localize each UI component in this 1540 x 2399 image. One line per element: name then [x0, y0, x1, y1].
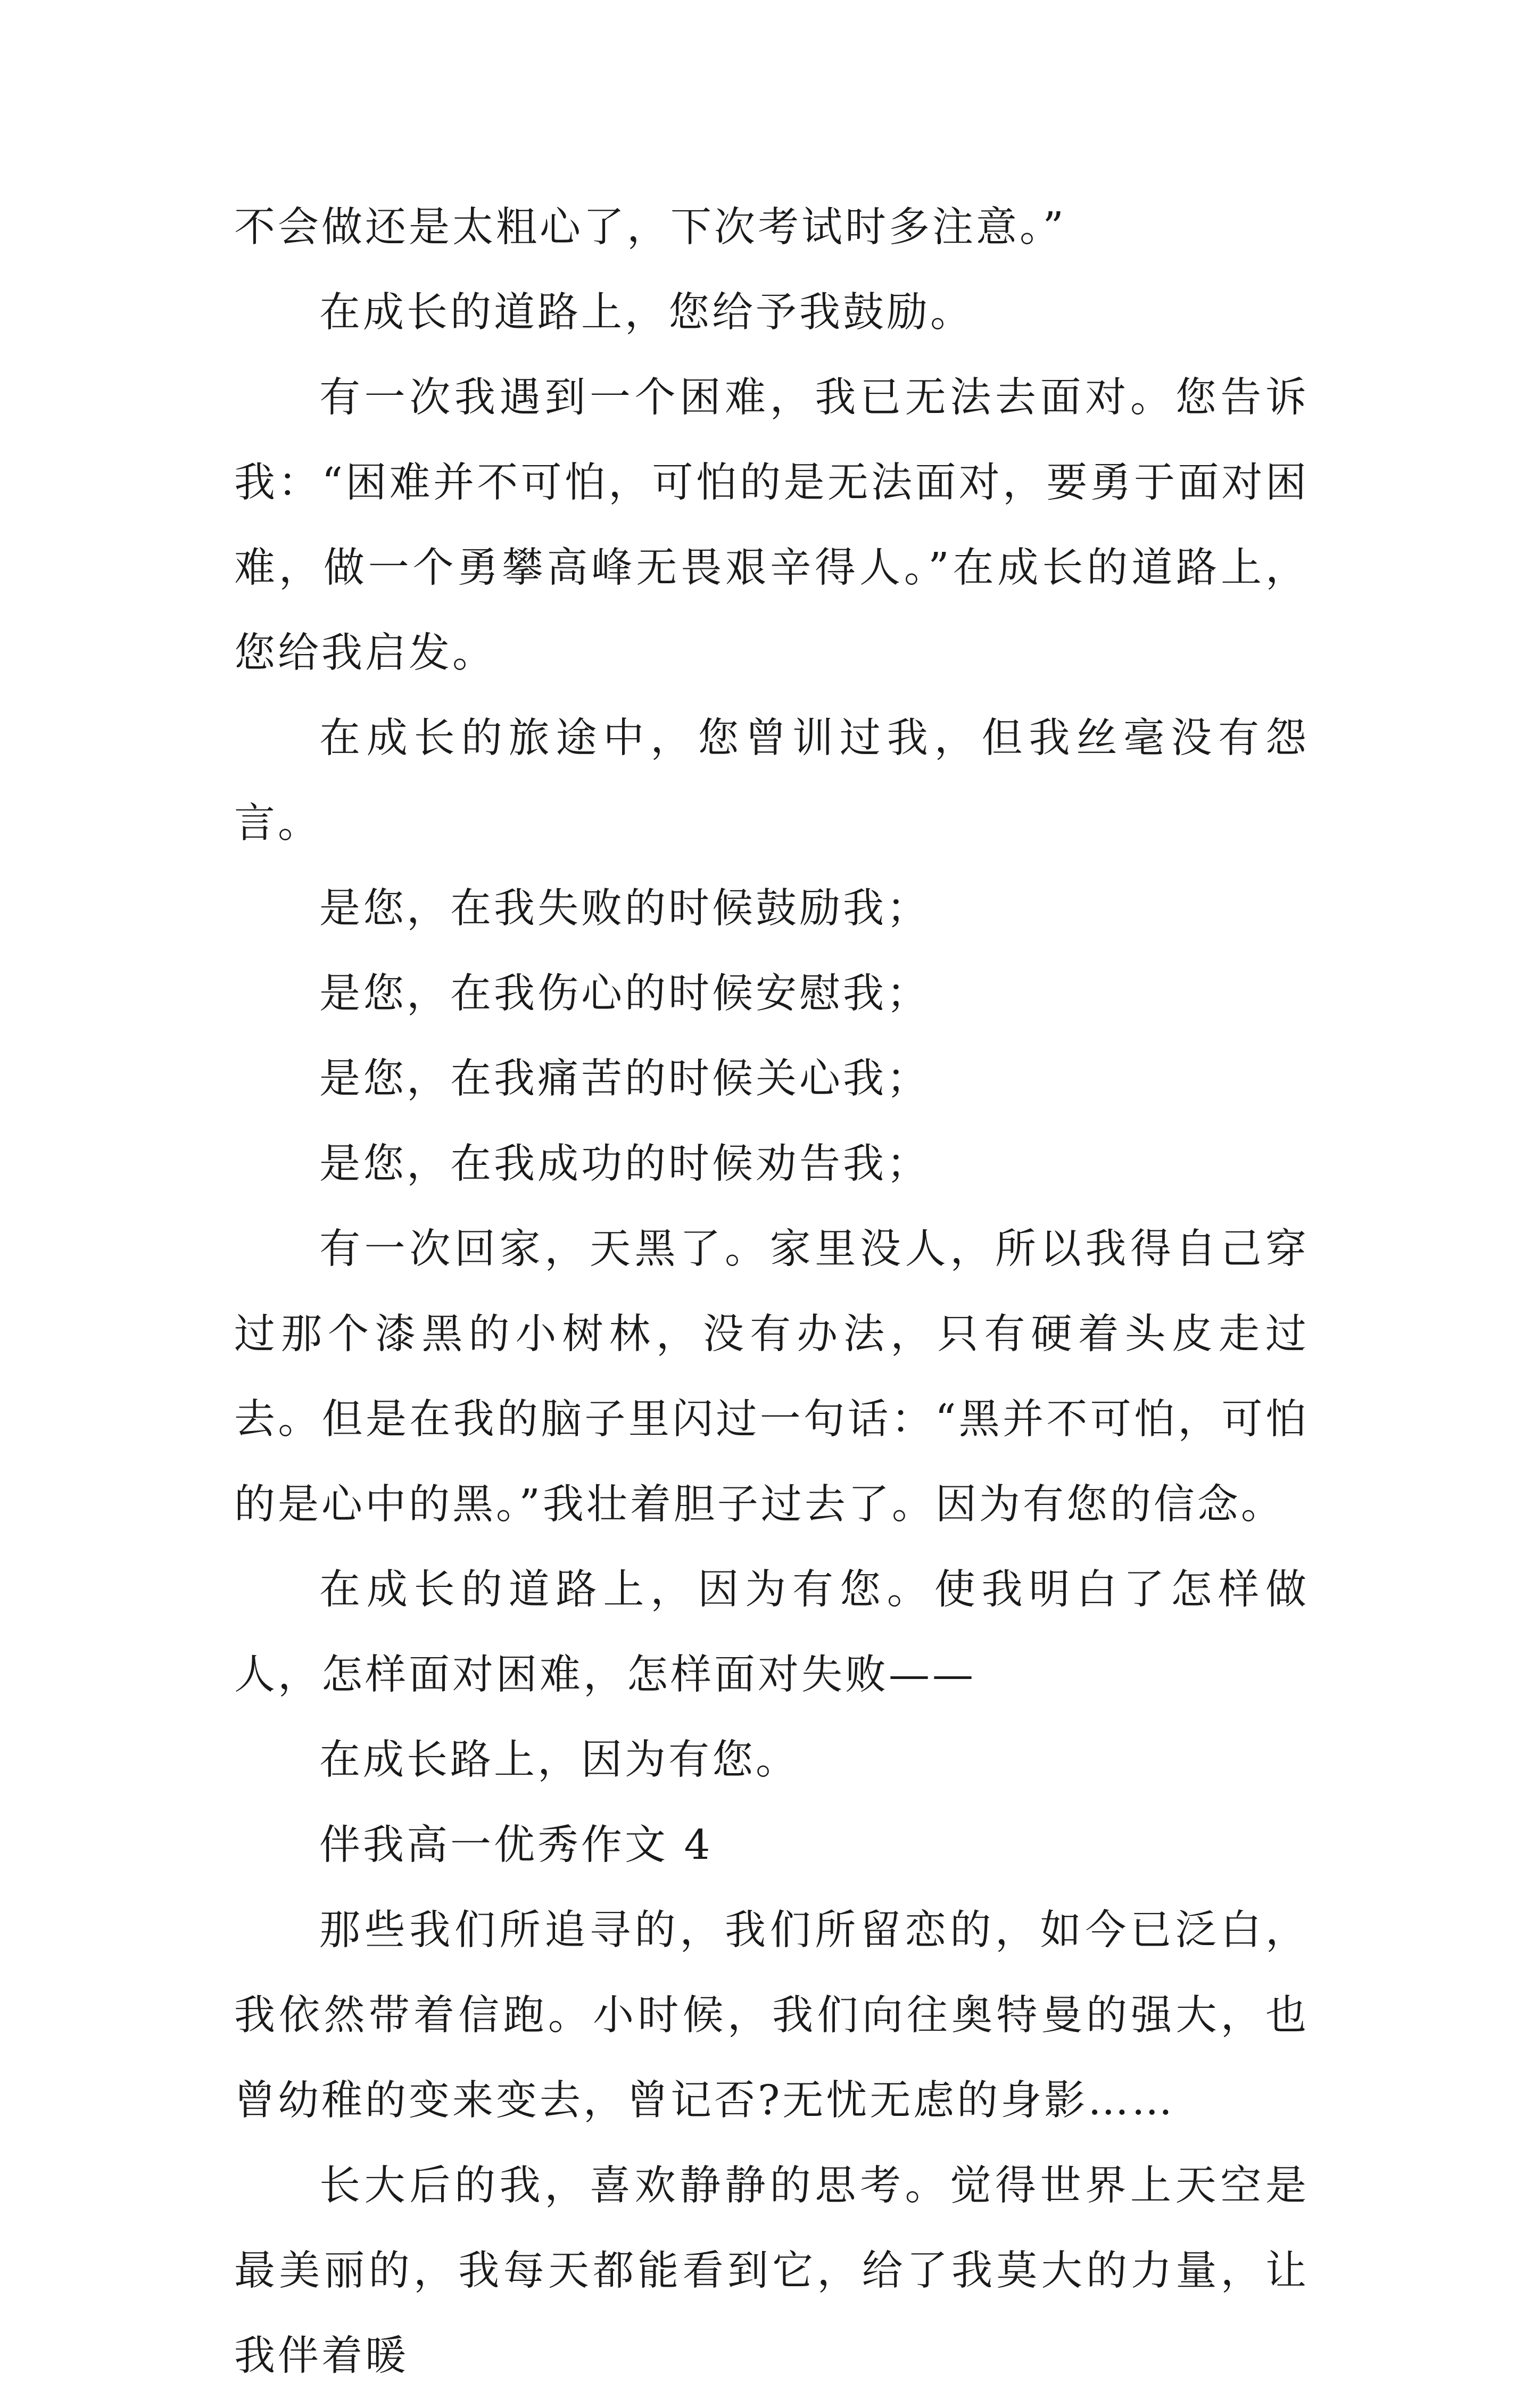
paragraph: 是您，在我失败的时候鼓励我；: [319, 885, 930, 932]
paragraph: 在成长路上，因为有您。: [319, 1736, 799, 1784]
paragraph: 在成长的道路上，您给予我鼓励。: [319, 289, 974, 336]
paragraph: 是您，在我伤心的时候安慰我；: [319, 970, 930, 1017]
paragraph: 长大后的我，喜欢静静的思考。觉得世界上天空是最美丽的，我每天都能看到它，给了我莫大的力量，让我伴着暖: [234, 2162, 1309, 2380]
paragraph: 那些我们所追寻的，我们所留恋的，如今已泛白，我依然带着信跑。小时候，我们向往奥特曼的强大，也曾幼稚的变来变去，曾记否?无忧无虑的身影……: [234, 1907, 1309, 2124]
paragraph: 有一次回家，天黑了。家里没人，所以我得自己穿过那个漆黑的小树林，没有办法，只有硬着头皮走过去。但是在我的脑子里闪过一句话：“黑并不可怕，可怕的是心中的黑。”我壮着胆子过去了。因为有您的信念。: [234, 1226, 1309, 1528]
paragraph: 在成长的旅途中，您曾训过我，但我丝毫没有怨言。: [234, 715, 1309, 847]
section-heading: 伴我高一优秀作文 4: [319, 1822, 713, 1869]
document-body: [234, 185, 1309, 2399]
paragraph: 有一次我遇到一个困难，我已无法去面对。您告诉我：“困难并不可怕，可怕的是无法面对，要勇于面对困难，做一个勇攀高峰无畏艰辛得人。”在成长的道路上，您给我启发。: [234, 374, 1309, 677]
paragraph: 不会做还是太粗心了，下次考试时多注意。”: [234, 204, 1066, 251]
paragraph: 在成长的道路上，因为有您。使我明白了怎样做人，怎样面对困难，怎样面对失败——: [234, 1566, 1309, 1699]
paragraph: 是您，在我痛苦的时候关心我；: [319, 1055, 930, 1103]
paragraph: 是您，在我成功的时候劝告我；: [319, 1140, 930, 1188]
